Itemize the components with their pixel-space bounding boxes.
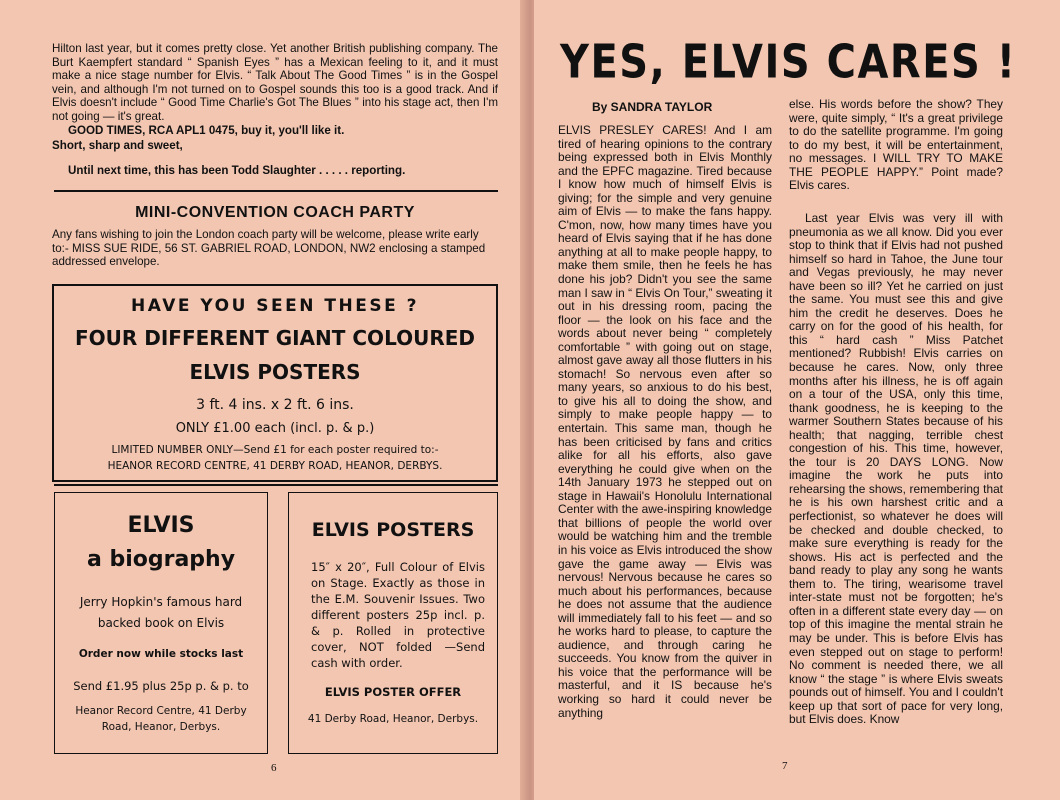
biography-order: Order now while stocks last	[78, 648, 244, 660]
article-column-2-para-1: else. His words before the show? They were, quite simply, “ It's a great privilege to do the satellite programme. I'm going to do my best, it will be entertainment, no messages. I WILL TRY TO MAKE THE PEOPLE HAPPY.” Point made? Elvis cares.	[789, 97, 1003, 193]
section-divider	[54, 190, 498, 192]
offer-body: 15″ x 20″, Full Colour of Elvis on Stage. Exactly as those in the E.M. Souvenir Issues. Two different posters 25p incl. p. & p. Rolled in protective cover, NOT folded —Send cash with order.	[311, 560, 485, 670]
offer-ad-box	[288, 492, 498, 754]
left-page	[0, 0, 526, 800]
biography-send: Send £1.95 plus 25p p. & p. to	[73, 679, 249, 693]
posters-ad-title-1: FOUR DIFFERENT GIANT COLOURED	[75, 326, 475, 350]
posters-ad-price: ONLY £1.00 each (incl. p. & p.)	[175, 421, 375, 436]
posters-ad-address: HEANOR RECORD CENTRE, 41 DERBY ROAD, HEANOR, DERBYS.	[107, 460, 443, 472]
intro-paragraph: Hilton last year, but it comes pretty close. Yet another British publishing company. The Burt Kaempfert standard “ Spanish Eyes ” has a Mexican feeling to it, and it must make a nice stage number for Elvis. “ Talk About The Good Times ” is in the Gospel vein, and although I'm not turned on to Gospel sounds this too is a good track. And if Elvis doesn't include “ Good Time Charlie's Got The Blues ” into his stage act, then I'm not going — it's great.	[52, 42, 498, 123]
page-number-left: 6	[271, 762, 277, 774]
posters-ad-limited: LIMITED NUMBER ONLY—Send £1 for each poster required to:-	[111, 444, 439, 456]
ads-divider	[54, 484, 498, 486]
posters-ad-headline: HAVE YOU SEEN THESE ?	[131, 296, 419, 316]
biography-title-2: a biography	[86, 547, 236, 572]
biography-title-1: ELVIS	[127, 513, 195, 538]
posters-ad-title-2: ELVIS POSTERS	[189, 360, 361, 384]
biography-desc-2: backed book on Elvis	[97, 616, 225, 630]
biography-ad-box	[54, 492, 268, 754]
posters-ad-box	[52, 284, 498, 482]
article-headline: YES, ELVIS CARES !	[560, 36, 1017, 89]
article-byline: By SANDRA TAYLOR	[592, 100, 713, 114]
convention-body: Any fans wishing to join the London coach party will be welcome, please write early to:- MISS SUE RIDE, 56 ST. GABRIEL ROAD, LONDON, NW2 enclosing a stamped addressed envelope.	[52, 228, 486, 269]
verdict-line-2: Short, sharp and sweet,	[52, 139, 183, 152]
article-column-1: ELVIS PRESLEY CARES! And I am tired of hearing opinions to the contrary being expressed both in Elvis Monthly and the EPFC magazine. Tired because I know how much of himself Elvis is giving; for the simple and very genuine aim of Elvis — to make the fans happy. C'mon, now, how many times have you heard of Elvis saying that if he has done anything at all to make people happy, to make them smile, then he feels he has done his job? Didn't you see the same man I saw in “ Elvis On Tour,” sweating it out in his dressing room, pacing the floor — the look on his face and the words about never being “ completely comfortable ” with going out on stage, almost gave away all those flutters in his stomach! So nervous even after so many years, so anxious to do his best, to give his all to doing the show, and simply to make people happy — to entertain. This same man, though he has been criticised by fans and critics alike for all his efforts, also gave everything he could give when on the 14th January 1973 he stepped out on stage in Hawaii's Honolulu International Center with the awe-inspiring knowledge that billions of people the world over would be watching him and the tremble in his voice as Elvis introduced the show gave the game away — Elvis was nervous! Nervous because he cares so much about his performances, because he does not assume that the audience will immediately fall to his feet — and so he works hard to please, to capture the audience, and through caring he succeeds. You know from the quiver in his voice that the performance will be masterful, and it IS because he's working so hard it could never be anything	[558, 123, 772, 720]
biography-desc-1: Jerry Hopkin's famous hard	[79, 595, 243, 609]
article-column-2-para-2: Last year Elvis was very ill with pneumonia as we all know. Did you ever stop to think that if Elvis had not pushed himself so hard in Tahoe, the June tour and Vegas previously, he may never have been so ill? Yet he carried on just the same. You must see this and give him the credit he deserves. Does he carry on for the good of his health, for this “ hard cash ” Miss Patchet mentioned? Rubbish! Elvis carries on because he cares. Now, only three months after his illness, he is off again on a tour of the USA, only this time, thank goodness, he is keeping to the warmer Southern States because of his health; that nagging, terrible chest congestion of his. This time, however, the tour is 20 DAYS LONG. Now imagine the work he puts into rehearsing the shows, remembering that he is his own harshest critic and a perfectionist, so whatever he does will be checked and double checked, to make sure everything is ready for the shows. His act is perfected and the band ready to play any song he wants them to. The tiring, wearisome travel inter-state must not be forgotten; he's often in a different state every day — on top of this imagine the mental strain he may be under. This is before Elvis has even stepped out on stage to perform! No comment is needed there, we all know “ the stage ” is where Elvis sweats pounds out of himself. You and I couldn't keep up that sort of pace for very long, but Elvis does. Know	[789, 211, 1003, 727]
verdict-line-1: GOOD TIMES, RCA APL1 0475, buy it, you'll like it.	[68, 124, 345, 137]
biography-addr-2: Road, Heanor, Derbys.	[101, 721, 221, 733]
offer-title: ELVIS POSTERS	[311, 519, 475, 541]
convention-title: MINI-CONVENTION COACH PARTY	[135, 204, 415, 221]
posters-ad-size: 3 ft. 4 ins. x 2 ft. 6 ins.	[196, 397, 354, 413]
page-number-right: 7	[782, 760, 788, 772]
offer-address: 41 Derby Road, Heanor, Derbys.	[307, 713, 479, 725]
right-page	[534, 0, 1060, 800]
signoff-line: Until next time, this has been Todd Slaughter . . . . . reporting.	[68, 164, 406, 177]
offer-label: ELVIS POSTER OFFER	[324, 685, 462, 699]
biography-addr-1: Heanor Record Centre, 41 Derby	[75, 705, 247, 717]
